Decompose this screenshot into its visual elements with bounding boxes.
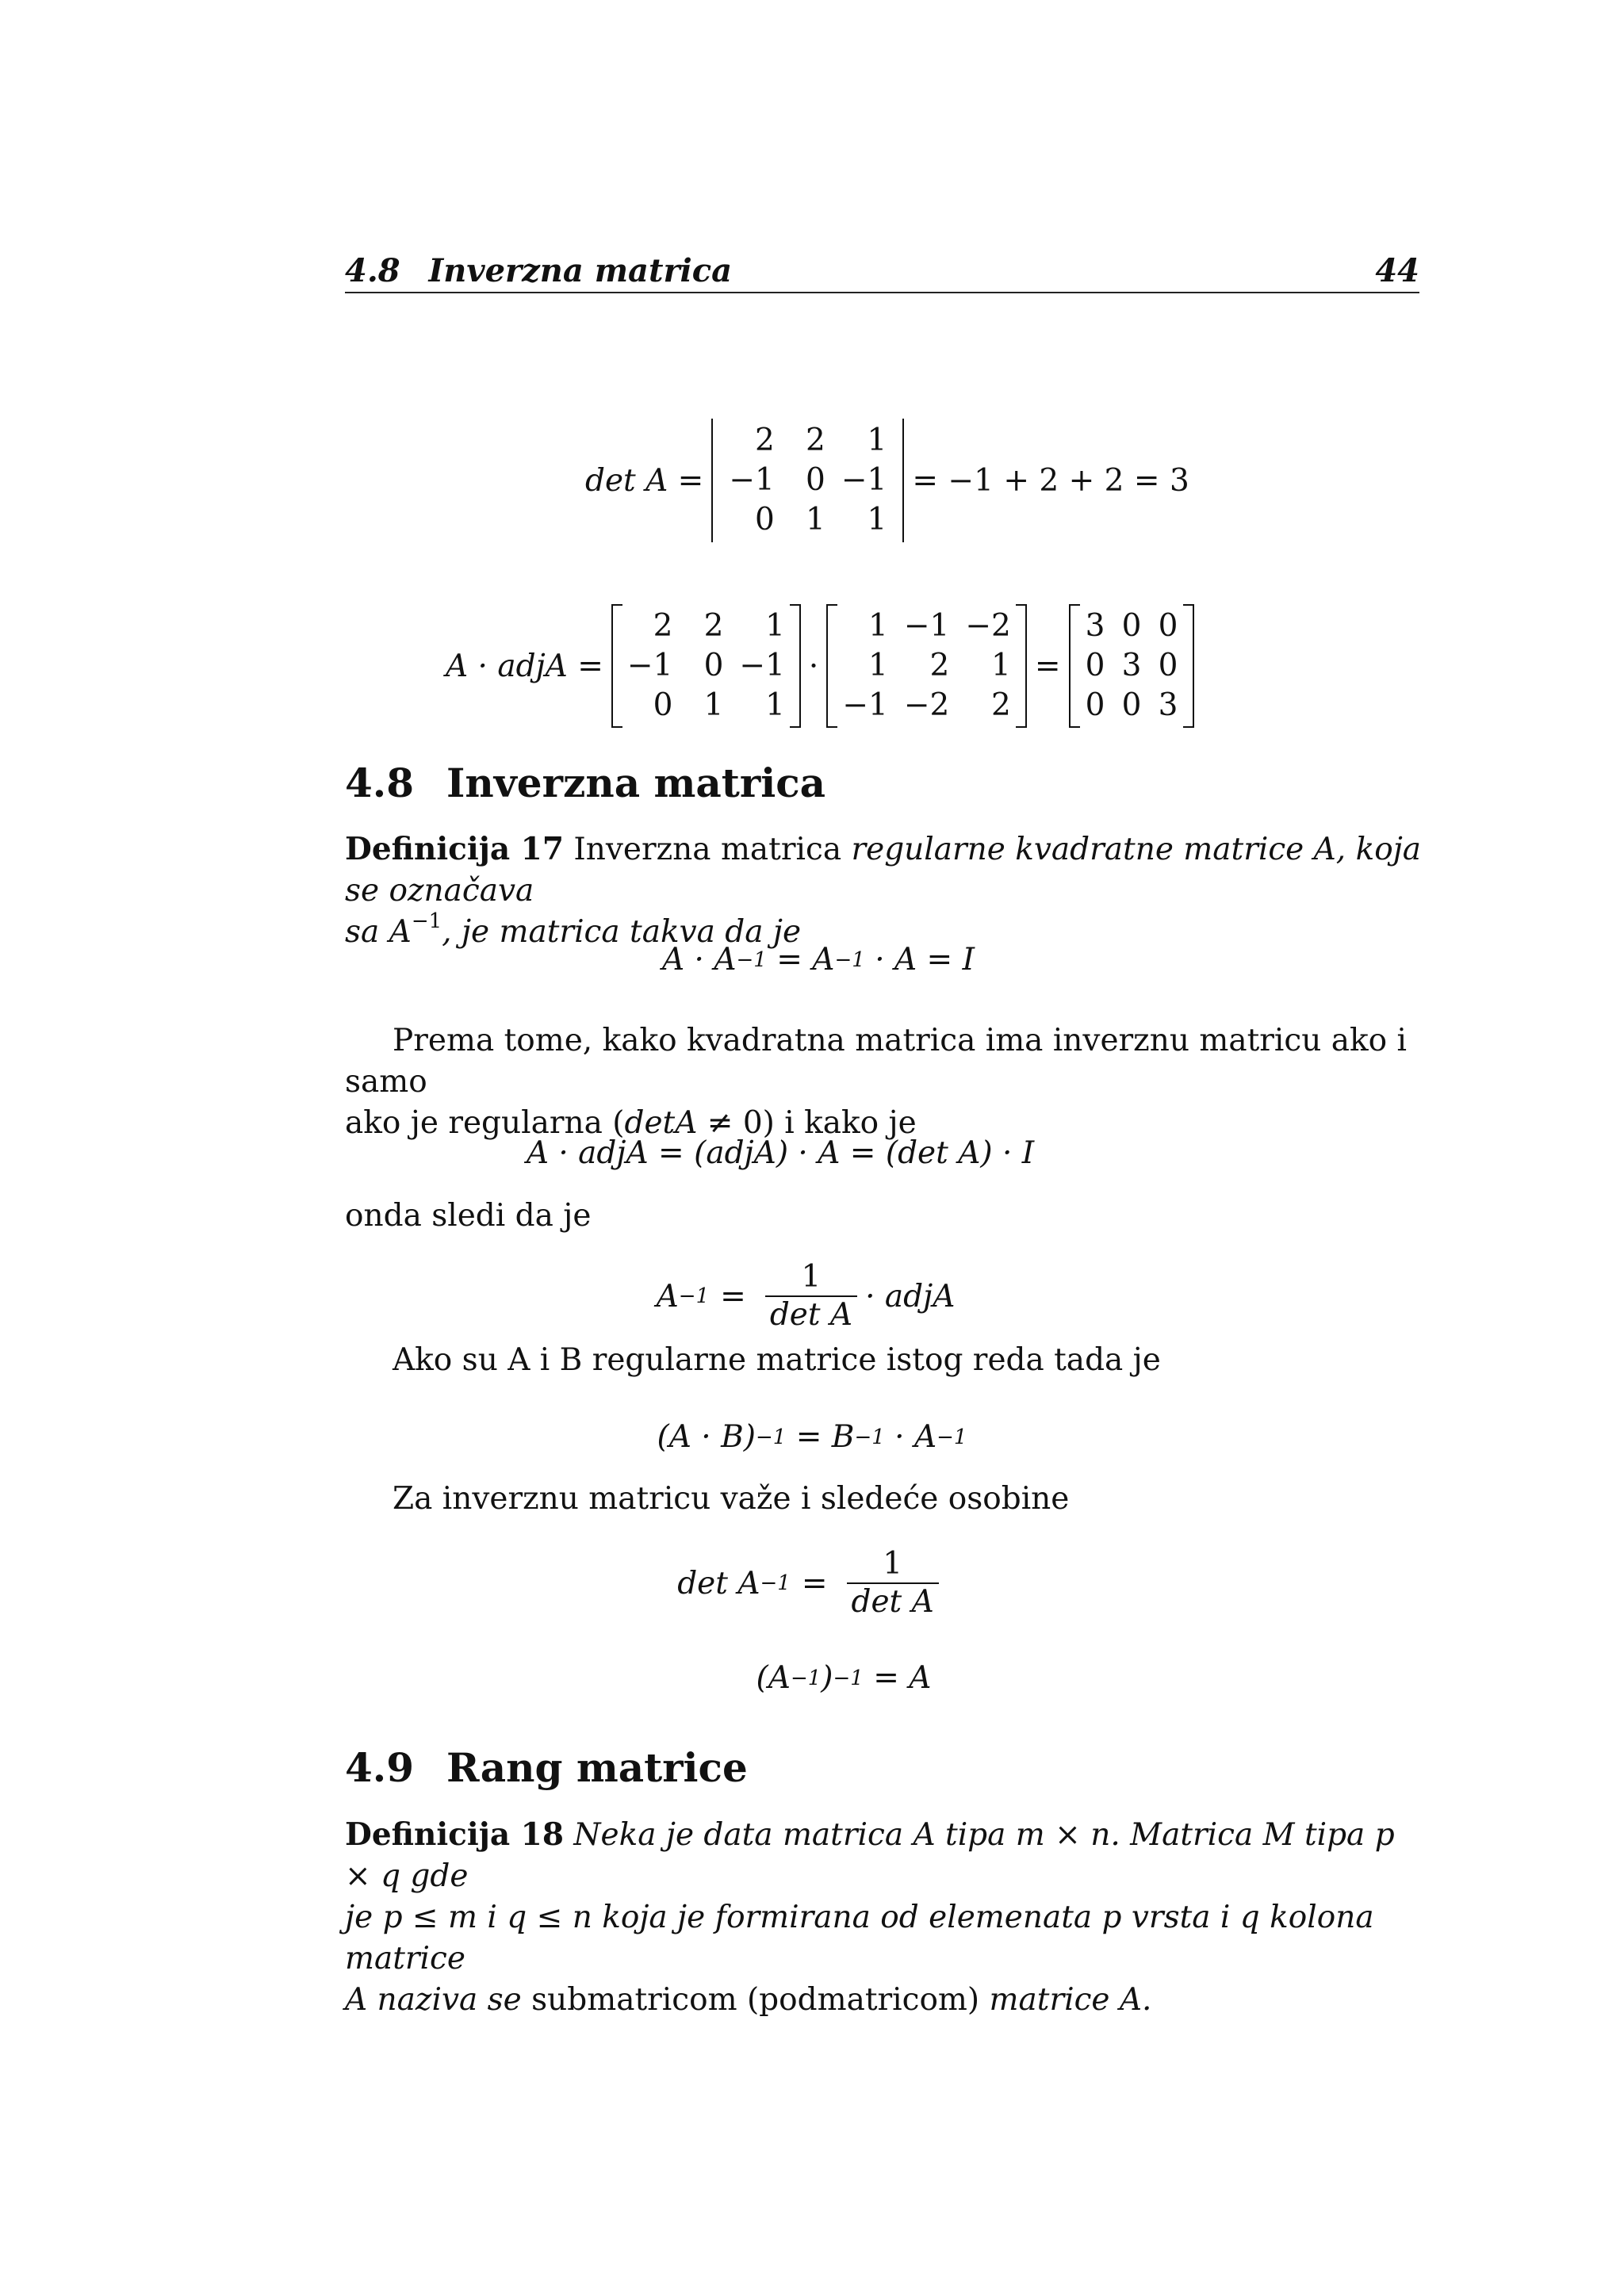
equation-adj: A · adjA = (adjA) · A = (det A) · I [526, 1135, 1035, 1171]
definition-text: Neka je data matrica A tipa m × n. Matrica M tipa p × q gde [345, 1817, 1395, 1894]
matrix-cell: 1 [990, 648, 1011, 683]
paragraph-line: Prema tome, kako kvadratna matrica ima inverznu matricu ako i samo [345, 1023, 1407, 1100]
matrix-cell: −1 [626, 648, 673, 683]
definition-text: , je matrica takva da je [442, 914, 802, 950]
matrix-cell: 1 [806, 502, 825, 538]
section-heading-4-8 [345, 760, 825, 806]
matrix-cell: 1 [703, 687, 724, 723]
matrix-cell: 0 [1085, 687, 1105, 723]
matrix-cell: 3 [1158, 687, 1178, 723]
det-rhs: = −1 + 2 + 2 = 3 [912, 462, 1189, 499]
matrix-cell: −1 [903, 608, 950, 644]
header-page-number: 44 [1375, 252, 1419, 289]
matrix-cell: −1 [841, 462, 887, 498]
eq-part: = A [863, 1660, 932, 1696]
definition-label: Definicija 17 [345, 831, 564, 867]
matrix-cell: 0 [1121, 608, 1142, 644]
running-header [345, 244, 1419, 293]
paragraph-za: Za inverznu matricu važe i sledeće osobine [393, 1481, 1070, 1517]
definition-term: Inverzna matrica [573, 832, 842, 867]
header-section-title: Inverzna matrica [428, 252, 732, 289]
text: detA [624, 1105, 698, 1141]
fraction [847, 1546, 939, 1621]
det-example [585, 419, 1189, 542]
matrix-cell: 1 [868, 648, 888, 683]
section-number: 4.8 [345, 760, 414, 806]
section-number: 4.9 [345, 1744, 414, 1791]
eq-part: · adjA [865, 1278, 956, 1314]
paragraph-onda: onda sledi da je [345, 1198, 592, 1234]
matrix-cell: 1 [867, 423, 887, 458]
eq-part: ) [821, 1660, 833, 1696]
matrix-cell: 1 [765, 608, 785, 644]
matrix-cell: 2 [653, 608, 673, 644]
matrix-cell: 1 [867, 502, 887, 538]
superscript: −1 [411, 909, 442, 933]
matrix-cell: −1 [842, 687, 888, 723]
text: ako je regularna ( [345, 1105, 625, 1141]
section-title: Rang matrice [446, 1744, 748, 1791]
matrix-result [1069, 604, 1194, 728]
paragraph-line [345, 1814, 1423, 1897]
det-matrix [711, 419, 904, 542]
header-section [345, 252, 732, 289]
definition-text: sa A [345, 914, 412, 950]
equation-product-inverse: (A · B) −1 = B −1 · A −1 [657, 1419, 967, 1455]
paragraph-line [345, 1980, 1423, 2021]
det-lhs: det A = [585, 462, 704, 499]
matrix-cell: 0 [755, 502, 775, 538]
matrix-cell: 2 [990, 687, 1011, 723]
definition-label: Definicija 18 [345, 1816, 564, 1853]
eq-part: A · A [661, 942, 737, 978]
numerator: 1 [801, 1259, 822, 1295]
denominator: det A [847, 1582, 939, 1621]
equation-det-inverse: det A −1 = $\frac{1}{\text{det A}}$ [0, 1546, 1624, 1621]
matrix-cell: −2 [965, 608, 1011, 644]
matrix-adj [826, 604, 1027, 728]
eq-part: (A · B) [657, 1419, 756, 1455]
definition-text: regularne kvadratne matrice A, koja se označava [345, 832, 1422, 909]
matrix-cell: 2 [755, 423, 775, 458]
numerator: 1 [883, 1546, 903, 1582]
matrix-cell: 3 [1121, 648, 1142, 683]
matrix-cell: 2 [703, 608, 724, 644]
paragraph-prema [345, 1020, 1423, 1144]
paragraph-ako: Ako su A i B regularne matrice istog reda tada je [393, 1342, 1161, 1378]
denominator: det A [765, 1295, 857, 1334]
definition-17 [345, 828, 1423, 953]
header-section-number: 4.8 [345, 252, 400, 289]
definition-text: matrice A. [989, 1982, 1152, 2018]
matrix-cell: −2 [903, 687, 950, 723]
text: ≠ 0) i kako je [697, 1105, 917, 1141]
adj-lhs: A · adjA = [446, 648, 603, 684]
matrix-a [611, 604, 801, 728]
eq-part: = B [786, 1419, 855, 1455]
section-heading-4-9 [345, 1744, 748, 1791]
eq-part: · A = I [864, 942, 975, 978]
eq-part: (A [756, 1660, 791, 1696]
equals-operator: = [1034, 648, 1061, 684]
fraction [765, 1259, 857, 1334]
equation-inverse-formula: A −1 = $\frac{1}{\text{det A}}$ · adjA [656, 1259, 956, 1333]
adj-example [446, 604, 1202, 728]
matrix-cell: 0 [1085, 648, 1105, 683]
matrix-cell: 2 [929, 648, 950, 683]
matrix-cell: 0 [703, 648, 724, 683]
eq-part: · A [884, 1419, 937, 1455]
eq-part: = [720, 1278, 746, 1314]
section-title: Inverzna matrica [446, 760, 826, 806]
matrix-cell: −1 [729, 462, 775, 498]
definition-18 [345, 1814, 1423, 2021]
matrix-cell: 0 [653, 687, 673, 723]
matrix-cell: 2 [806, 423, 825, 458]
matrix-cell: 0 [1158, 648, 1178, 683]
paragraph-line: je p ≤ m i q ≤ n koja je formirana od elemenata p vrsta i q kolona matrice [345, 1900, 1374, 1976]
eq-part: = [801, 1565, 828, 1601]
eq-part: A [656, 1278, 679, 1314]
eq-part: = A [766, 942, 835, 978]
dot-operator: · [808, 648, 819, 684]
definition-text: A naziva se [345, 1982, 522, 2018]
matrix-cell: 0 [1121, 687, 1142, 723]
matrix-cell: 3 [1085, 608, 1105, 644]
matrix-cell: 1 [868, 608, 888, 644]
matrix-cell: 0 [806, 462, 825, 498]
matrix-cell: −1 [739, 648, 785, 683]
equation-double-inverse: (A −1 ) −1 = A [756, 1660, 932, 1696]
eq-part: det A [677, 1565, 760, 1601]
definition-term: submatricom (podmatricom) [531, 1982, 980, 2018]
matrix-cell: 1 [765, 687, 785, 723]
matrix-cell: 0 [1158, 608, 1178, 644]
equation-inverse: A · A −1 = A −1 · A = I [661, 942, 975, 978]
